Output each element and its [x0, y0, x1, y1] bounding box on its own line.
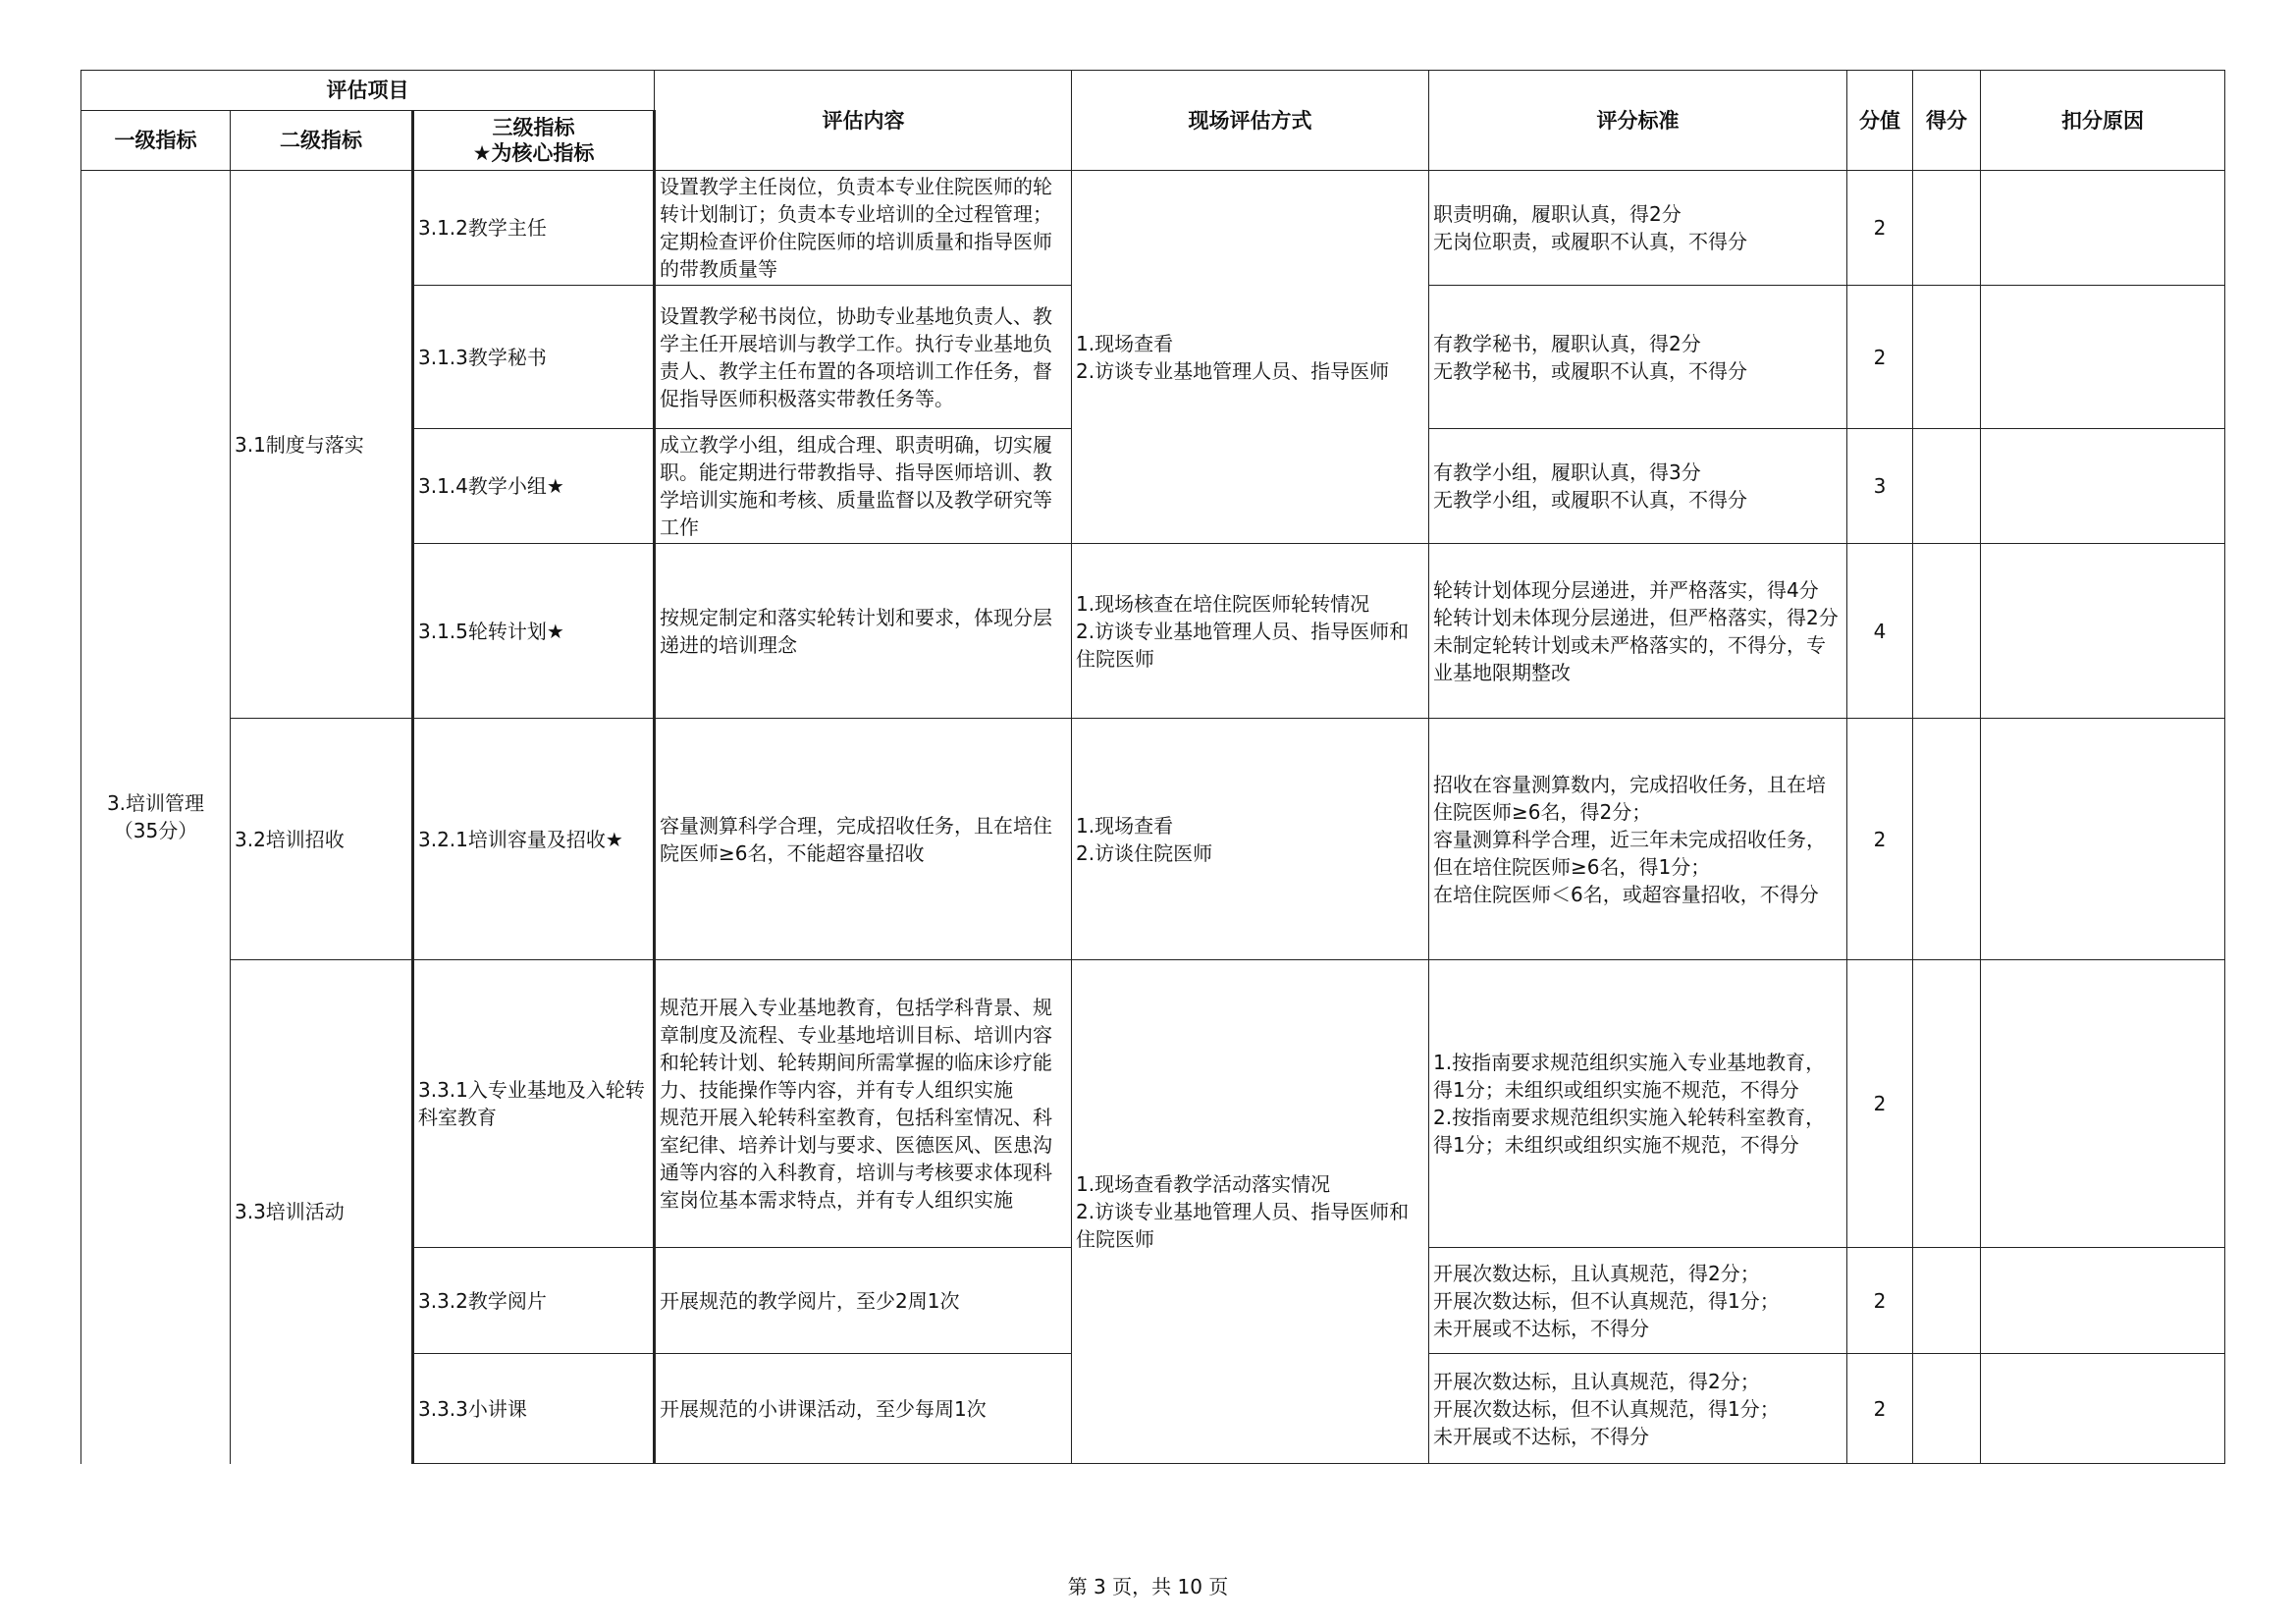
level2-cell-3-2: 3.2培训招收 [231, 719, 413, 960]
content-cell: 按规定制定和落实轮转计划和要求，体现分层递进的培训理念 [655, 544, 1072, 719]
deduction-reason-cell[interactable] [1981, 171, 2225, 286]
standard-cell: 有教学秘书，履职认真，得2分 无教学秘书，或履职不认真，不得分 [1429, 286, 1847, 429]
level2-cell-3-1: 3.1制度与落实 [231, 171, 413, 719]
level1-cell: 3.培训管理 （35分） [81, 171, 231, 1464]
header-reason: 扣分原因 [1981, 71, 2225, 171]
got-score-cell[interactable] [1913, 960, 1981, 1248]
deduction-reason-cell[interactable] [1981, 544, 2225, 719]
got-score-cell[interactable] [1913, 1248, 1981, 1354]
got-score-cell[interactable] [1913, 171, 1981, 286]
standard-cell: 有教学小组，履职认真，得3分 无教学小组，或履职不认真，不得分 [1429, 429, 1847, 544]
table-row [81, 719, 2225, 960]
level3-cell: 3.3.2教学阅片 [413, 1248, 655, 1354]
method-cell: 1.现场核查在培住院医师轮转情况 2.访谈专业基地管理人员、指导医师和住院医师 [1072, 544, 1429, 719]
header-standard: 评分标准 [1429, 71, 1847, 171]
got-score-cell[interactable] [1913, 429, 1981, 544]
score-cell: 3 [1847, 429, 1913, 544]
score-cell: 2 [1847, 171, 1913, 286]
header-level3: 三级指标 ★为核心指标 [413, 111, 655, 171]
header-score: 分值 [1847, 71, 1913, 171]
method-cell: 1.现场查看教学活动落实情况 2.访谈专业基地管理人员、指导医师和住院医师 [1072, 960, 1429, 1464]
header-level1: 一级指标 [81, 111, 231, 171]
content-cell: 设置教学秘书岗位，协助专业基地负责人、教学主任开展培训与教学工作。执行专业基地负责人、教学主任布置的各项培训工作任务，督促指导医师积极落实带教任务等。 [655, 286, 1072, 429]
evaluation-table [80, 70, 2225, 1464]
score-cell: 2 [1847, 719, 1913, 960]
content-cell: 设置教学主任岗位，负责本专业住院医师的轮转计划制订；负责本专业培训的全过程管理；定期检查评价住院医师的培训质量和指导医师的带教质量等 [655, 171, 1072, 286]
level3-cell: 3.1.4教学小组★ [413, 429, 655, 544]
header-eval-item: 评估项目 [81, 71, 655, 111]
standard-cell: 招收在容量测算数内，完成招收任务，且在培住院医师≥6名，得2分； 容量测算科学合理，近三年未完成招收任务，但在培住院医师≥6名，得1分； 在培住院医师＜6名，或超容量招收，不得分 [1429, 719, 1847, 960]
header-level2: 二级指标 [231, 111, 413, 171]
level3-cell: 3.1.3教学秘书 [413, 286, 655, 429]
level3-cell: 3.1.2教学主任 [413, 171, 655, 286]
level2-cell-3-3: 3.3培训活动 [231, 960, 413, 1464]
deduction-reason-cell[interactable] [1981, 960, 2225, 1248]
score-cell: 2 [1847, 286, 1913, 429]
standard-cell: 开展次数达标，且认真规范，得2分； 开展次数达标，但不认真规范，得1分； 未开展或不达标，不得分 [1429, 1248, 1847, 1354]
content-cell: 规范开展入专业基地教育，包括学科背景、规章制度及流程、专业基地培训目标、培训内容和轮转计划、轮转期间所需掌握的临床诊疗能力、技能操作等内容，并有专人组织实施 规范开展入轮转科室教育，包括科室情况、科室纪律、培养计划与要求、医德医风、医患沟通等内容的入科教育，培训与考核要求体现科室岗位基本需求特点，并有专人组织实施 [655, 960, 1072, 1248]
header-got: 得分 [1913, 71, 1981, 171]
table-row [81, 960, 2225, 1248]
content-cell: 开展规范的教学阅片，至少2周1次 [655, 1248, 1072, 1354]
level3-cell: 3.3.3小讲课 [413, 1354, 655, 1464]
deduction-reason-cell[interactable] [1981, 286, 2225, 429]
got-score-cell[interactable] [1913, 544, 1981, 719]
got-score-cell[interactable] [1913, 719, 1981, 960]
level3-cell: 3.2.1培训容量及招收★ [413, 719, 655, 960]
level3-cell: 3.1.5轮转计划★ [413, 544, 655, 719]
method-cell: 1.现场查看 2.访谈住院医师 [1072, 719, 1429, 960]
standard-cell: 开展次数达标，且认真规范，得2分； 开展次数达标，但不认真规范，得1分； 未开展或不达标，不得分 [1429, 1354, 1847, 1464]
standard-cell: 职责明确，履职认真，得2分 无岗位职责，或履职不认真，不得分 [1429, 171, 1847, 286]
deduction-reason-cell[interactable] [1981, 1248, 2225, 1354]
content-cell: 成立教学小组，组成合理、职责明确，切实履职。能定期进行带教指导、指导医师培训、教学培训实施和考核、质量监督以及教学研究等工作 [655, 429, 1072, 544]
score-cell: 4 [1847, 544, 1913, 719]
content-cell: 容量测算科学合理，完成招收任务，且在培住院医师≥6名，不能超容量招收 [655, 719, 1072, 960]
deduction-reason-cell[interactable] [1981, 719, 2225, 960]
header-content: 评估内容 [655, 71, 1072, 171]
page-footer: 第 3 页，共 10 页 [1067, 1575, 1229, 1598]
content-cell: 开展规范的小讲课活动，至少每周1次 [655, 1354, 1072, 1464]
header-method: 现场评估方式 [1072, 71, 1429, 171]
deduction-reason-cell[interactable] [1981, 429, 2225, 544]
standard-cell: 1.按指南要求规范组织实施入专业基地教育，得1分；未组织或组织实施不规范，不得分 2.按指南要求规范组织实施入轮转科室教育，得1分；未组织或组织实施不规范，不得分 [1429, 960, 1847, 1248]
level3-cell: 3.3.1入专业基地及入轮转科室教育 [413, 960, 655, 1248]
score-cell: 2 [1847, 1354, 1913, 1464]
score-cell: 2 [1847, 960, 1913, 1248]
method-cell: 1.现场查看 2.访谈专业基地管理人员、指导医师 [1072, 171, 1429, 544]
score-cell: 2 [1847, 1248, 1913, 1354]
got-score-cell[interactable] [1913, 1354, 1981, 1464]
got-score-cell[interactable] [1913, 286, 1981, 429]
standard-cell: 轮转计划体现分层递进，并严格落实，得4分 轮转计划未体现分层递进，但严格落实，得2分 未制定轮转计划或未严格落实的，不得分，专业基地限期整改 [1429, 544, 1847, 719]
deduction-reason-cell[interactable] [1981, 1354, 2225, 1464]
table-row [81, 171, 2225, 286]
